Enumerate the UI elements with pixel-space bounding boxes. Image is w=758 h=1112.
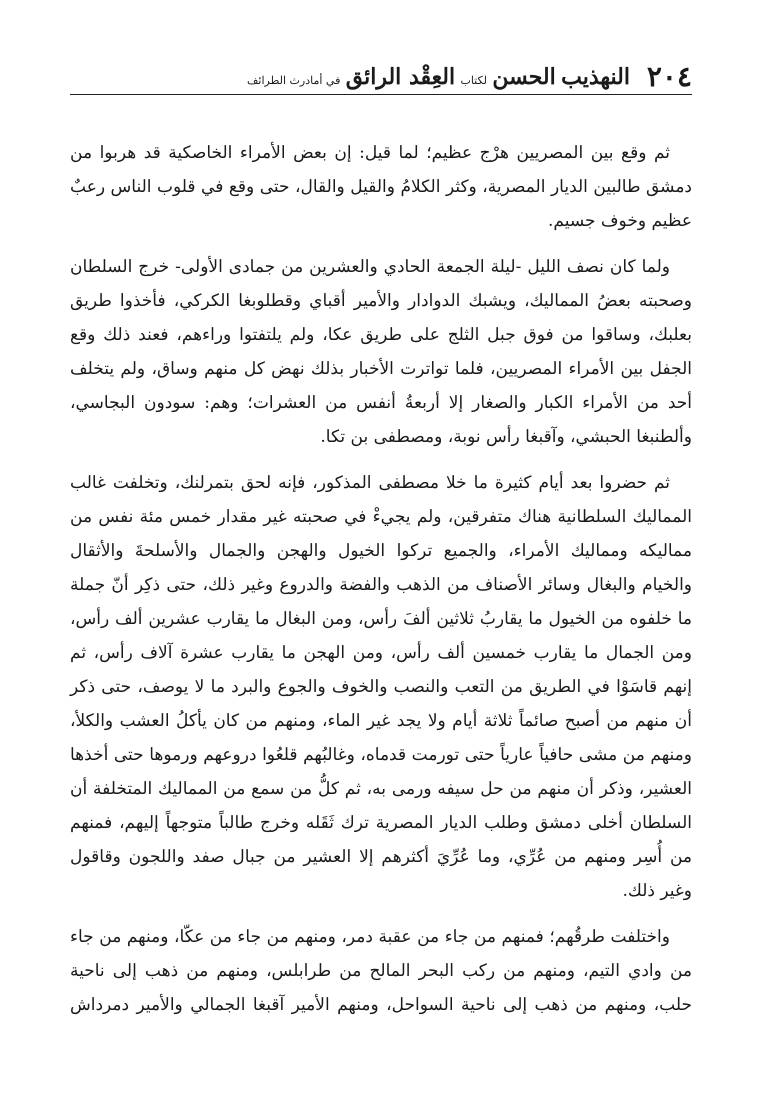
- title-part-1: النهذيب: [561, 64, 630, 90]
- paragraph-3: ثم حضروا بعد أيام كثيرة ما خلا مصطفى المذكور، فإنه لحق بتمرلنك، وتخلفت غالب المماليك السلطانية هناك متفرقين، ولم يجيءْ في صحبته غير مقدار خمس مئة نفس من مماليكه ومماليك الأمراء، والجميع تركوا الخيول والهجن والجمال والأسلحةَ والأثقال والخيام والبغال وسائر الأصناف من الذهب والفضة والدروع وغير ذلك، حتى ذكِر أنّ جملة ما خلفوه من الخيول ما يقاربُ ثلاثين ألفَ رأس، ومن البغال ما يقارب عشرين ألف رأس، ومن الجمال ما يقارب خمسين ألف رأس، ومن الهجن ما يقارب عشرة آلاف رأس، ثم إنهم قاسَوْا في الطريق من التعب والنصب والخوف والجوع والبرد ما لا يوصف، حتى ذكر أن منهم من أصبح صائماً ثلاثة أيام ولا يجد غير الماء، ومنهم من كان يأكلُ العشب والكلأ، ومنهم من مشى حافياً عارياً حتى تورمت قدماه، وغالبُهم قلعُوا دروعهم ورموها حتى أخذها العشير، وذكر أن منهم من حل سيفه ورمى به، ثم كلُّ من سمع من المماليك المتخلفة أن السلطان أخلى دمشق وطلب الديار المصرية ترك ثَقَله وخرج طالباً متوجهاً إليهم، فمنهم من أُسِر ومنهم من عُرِّي، وما عُرِّيَ أكثرهم إلا العشير من جبال صفد واللجون وقاقول وغير ذلك.: [70, 473, 692, 901]
- title-part-4: العِقْد الرائق: [345, 64, 456, 90]
- title-part-2: الحسن: [492, 64, 556, 90]
- running-title: [247, 64, 630, 94]
- paragraph-4: واختلفت طرقُهم؛ فمنهم من جاء من عقبة دمر، ومنهم من جاء من عكّا، ومنهم من جاء من وادي التيم، ومنهم من ركب البحر المالح من طرابلس، ومنهم من ذهب إلى ناحية حلب، ومنهم من ذهب إلى ناحية السواحل، ومنهم الأمير آقبغا الجمالي والأمير دمرداش: [70, 927, 692, 1015]
- main-text: [70, 136, 692, 1034]
- header-rule: [70, 94, 692, 95]
- running-header: [70, 60, 692, 94]
- paragraph-1: ثم وقع بين المصريين هرْج عظيم؛ لما قيل: إن بعض الأمراء الخاصكية قد هربوا من دمشق طالبين الديار المصرية، وكثر الكلامُ والقيل والقال، حتى وقع في قلوب الناس رعبٌ عظيم وخوف جسيم.: [70, 143, 692, 231]
- title-part-3: لكتاب: [460, 74, 487, 87]
- paragraph-2: ولما كان نصف الليل -ليلة الجمعة الحادي والعشرين من جمادى الأولى- خرج السلطان وصحبته بعضُ المماليك، ويشبك الدوادار والأمير أقباي وقطلوبغا الكركي، فأخذوا طريق بعلبك، وساقوا من فوق جبل الثلج على طريق عكا، ولم يلتفتوا وراءهم، فعند ذلك وقع الجفل بين الأمراء المصريين، فلما تواترت الأخبار بذلك نهض كل منهم وساق، ولم يتخلف أحد من الأمراء الكبار والصغار إلا أربعةُ أنفس من العشرات؛ وهم: سودون البجاسي، وألطنبغا الحبشي، وآقبغا رأس نوبة، ومصطفى بن تكا.: [70, 257, 692, 447]
- title-part-5: في أمادرث الطرائف: [247, 74, 341, 87]
- page-number: ٢٠٤: [646, 60, 692, 93]
